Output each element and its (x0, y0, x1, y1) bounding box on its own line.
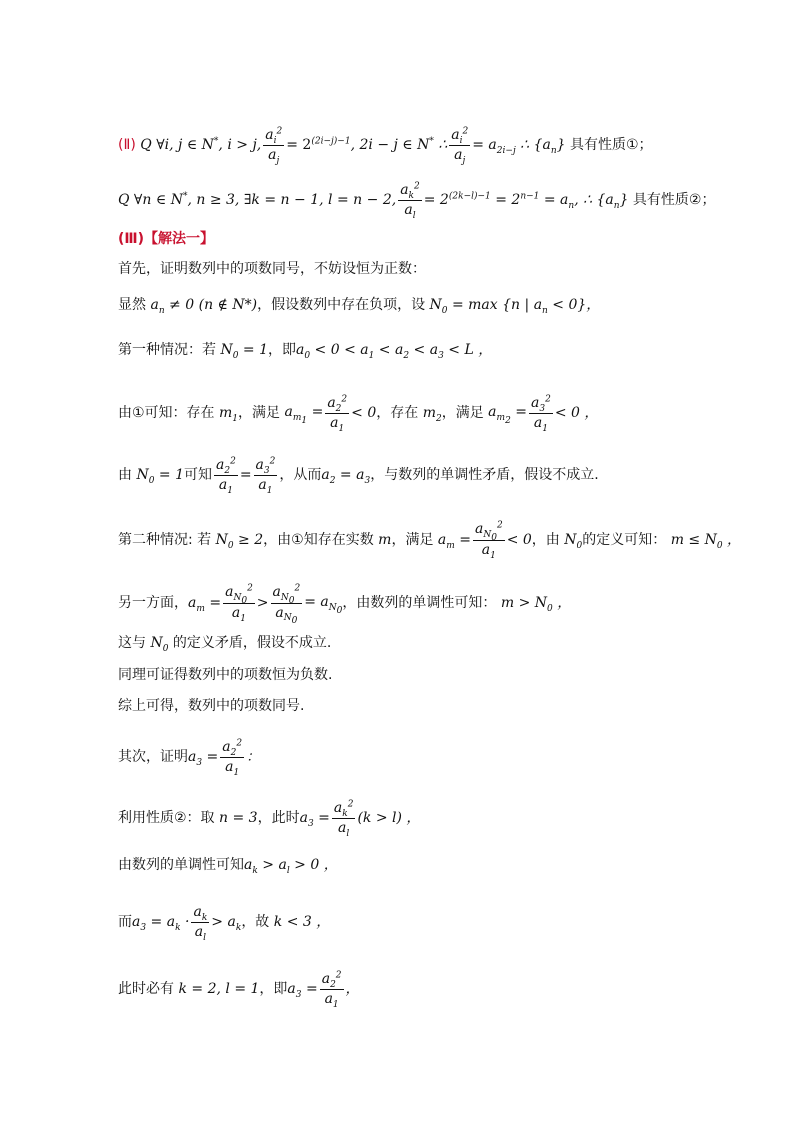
line-contra: 这与 $N_0$ 的定义矛盾，假设不成立. (118, 635, 332, 654)
fraction: $\frac{a_k}{a_l}$ (193, 904, 208, 943)
fraction: $\frac{a_{N_0}^2}{a_1}$ (225, 583, 253, 624)
fraction: $\frac{a_2^2}{a_1}$ (321, 970, 342, 1010)
line-same: 同理可证得数列中的项数恒为负数. (118, 667, 333, 683)
fraction: $\frac{a_{N_0}^2}{a_1}$ (475, 520, 503, 561)
line-summary: 综上可得，数列中的项数同号. (118, 698, 305, 714)
part2-line2: Q ∀n ∈ N*, n ≥ 3, ∃k = n − 1, l = n − 2, $\frac{a_k^2}{a_l}$ = $2^{(2k-l)-1} = 2^{n-1} = a_n$, ∴ $\{a_n\}$ 具有性质②； (118, 181, 716, 221)
fraction: $\frac{a_2^2}{a_1}$ (222, 738, 243, 778)
line-mono: 由数列的单调性可知 $a_k > a_l > 0$ ， (118, 857, 338, 876)
line-from1: 由①可知：存在 $m_1$ ，满足 $a_{m_1}$ = $\frac{a_2^2}{a_1}$ < 0 ，存在 $m_2$ ，满足 $a_{m_2}$ = $\frac{a_3^2}{a_1}$ < 0 ， (118, 394, 599, 434)
fraction: $\frac{a_2^2}{a_1}$ (327, 394, 348, 434)
line-case2: 第二种情况: 若 $N_0 \ge 2$ ，由①知存在实数 m ，满足 $a_m$ = $\frac{a_{N_0}^2}{a_1}$ < 0 ，由 $N_0$ 的定义可知： $m \le N_0$ ， (118, 520, 742, 561)
part2-label: (Ⅱ) (118, 137, 136, 154)
line-obvious: 显然 $a_n \ne 0$ (n ∉ N*) ，假设数列中存在负项，设 $N_0 = \max \{n$ | $a_n < 0$}， (118, 297, 601, 316)
fraction: $\frac{a_{N_0}^2}{a_{N_0}}$ (272, 583, 301, 627)
fraction: $\frac{a_2^2}{a_1}$ (215, 456, 236, 496)
fraction: $\frac{a_k^2}{a_l}$ (400, 181, 420, 221)
formula: Q ∀i, j ∈ N*, i > j, (135, 136, 262, 154)
fraction: $\frac{a_k^2}{a_l}$ (333, 799, 354, 839)
prop1-text: 具有性质①； (569, 137, 653, 154)
line-other: 另一方面， $a_m$ = $\frac{a_{N_0}^2}{a_1}$ > $\frac{a_{N_0}^2}{a_{N_0}}$ = $a_{N_0}$ ，由数列的单调性可知： $m > N_0$ ， (118, 583, 572, 627)
fraction: $\frac{a_3^2}{a_1}$ (530, 394, 551, 434)
line-use2: 利用性质②：取 n = 3 ，此时 $a_3$ = $\frac{a_k^2}{a_l}$ (k > l) ， (118, 799, 421, 839)
line-case1: 第一种情况：若 $N_0 = 1$ ，即 $a_0 < 0 < a_1 < a_2 < a_3 < L$ ， (118, 342, 493, 361)
part3-label: (Ⅲ)【解法一】 (118, 231, 215, 247)
line-first: 首先，证明数列中的项数同号，不妨设恒为正数： (118, 261, 426, 277)
line-and: 而 $a_3 = a_k$ · $\frac{a_k}{a_l}$ > $a_k$ ，故 k < 3 ， (118, 904, 331, 943)
line-second: 其次，证明 $a_3$ = $\frac{a_2^2}{a_1}$ ： (118, 738, 261, 778)
fraction: $\frac{a_i^2}{a_j}$ (451, 126, 469, 166)
line-must: 此时必有 k = 2, l = 1 ，即 $a_3$ = $\frac{a_2^2}{a_1}$ ， (118, 970, 360, 1010)
part3-label-line (118, 232, 214, 246)
fraction: $\frac{a_i^2}{a_j}$ (265, 126, 283, 166)
fraction: $\frac{a_3^2}{a_1}$ (255, 456, 276, 496)
part2-line1: (Ⅱ) Q ∀i, j ∈ N*, i > j, $\frac{a_i^2}{a_j}$ = $2^{(2i-j)-1}$, 2i − j ∈ N* ∴ $\frac{a_i^2}{a_j}$ = $a_{2i-j}$ ∴ $\{a_n\}$ 具有性质①； (118, 126, 653, 166)
line-fromN0: 由 $N_0 = 1$ 可知 $\frac{a_2^2}{a_1}$ = $\frac{a_3^2}{a_1}$ ，从而 $a_2 = a_3$ ，与数列的单调性矛盾，假设不成立. (118, 456, 599, 496)
prop2-text: 具有性质②； (632, 192, 716, 209)
